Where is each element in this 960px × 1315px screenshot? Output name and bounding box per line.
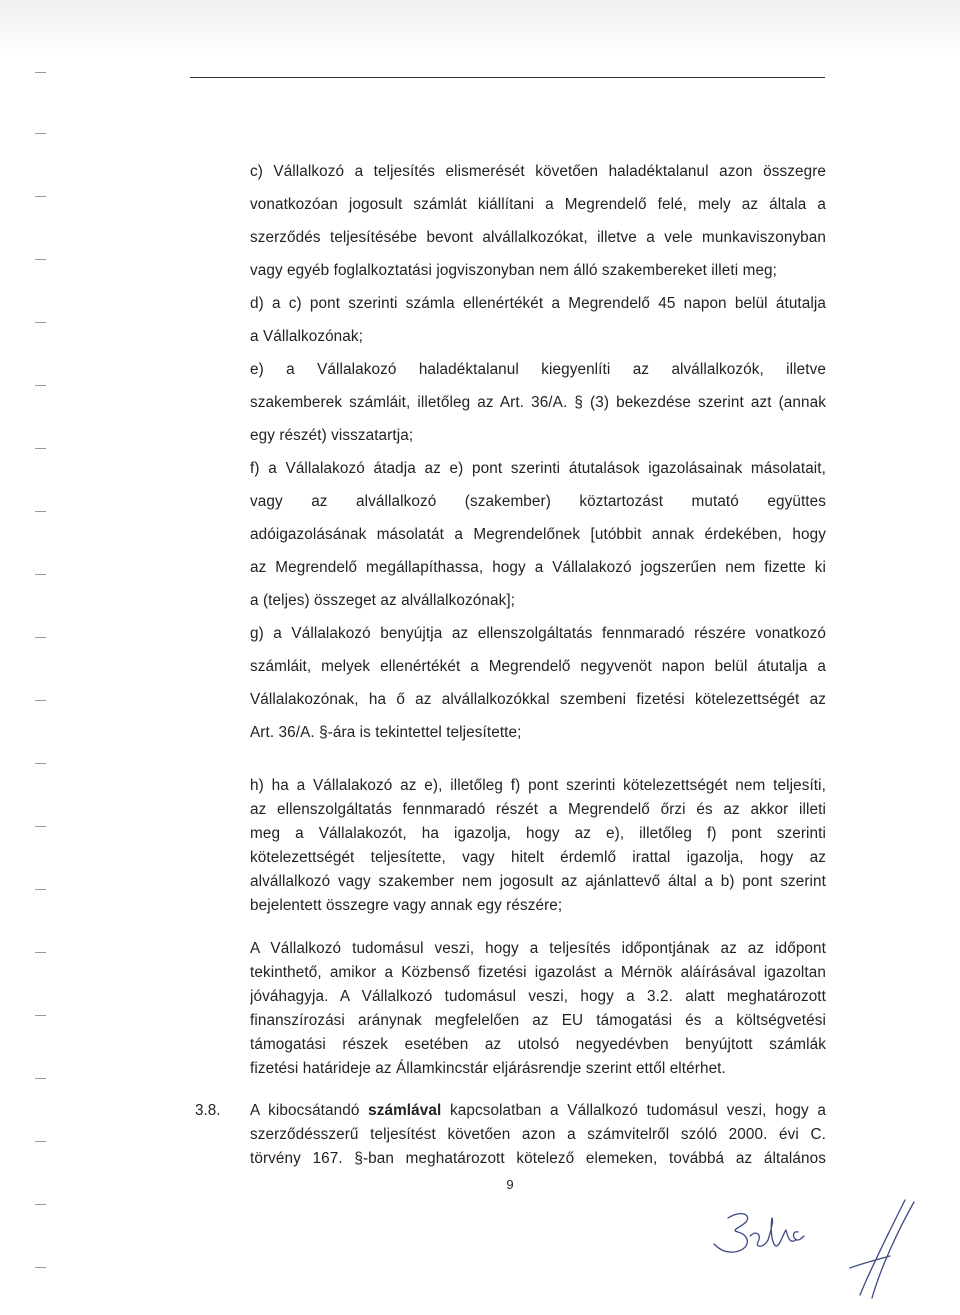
paragraph-g [250, 617, 826, 749]
text-line: Art. 36/A. §-ára is tekintettel teljesítette; [250, 724, 522, 741]
margin-tick [35, 763, 46, 764]
margin-tick [35, 637, 46, 638]
text-line: szerződésszerű teljesítést követően azon a számvitelről szóló 2000. évi C. [250, 1126, 826, 1143]
margin-tick [35, 700, 46, 701]
margin-tick [35, 511, 46, 512]
text-line: az Megrendelő megállapíthassa, hogy a Vállalakozó jogszerűen nem fizette ki [250, 559, 826, 576]
text-line: h) ha a Vállalakozó az e), illetőleg f) pont szerinti kötelezettségét nem teljesíti, [250, 777, 826, 794]
text-line: szakemberek számláit, illetőleg az Art. 36/A. § (3) bekezdése szerint azt (annak [250, 394, 826, 411]
text-line: vonatkozóan jogosult számlát kiállítani a Megrendelő felé, mely az általa a [250, 196, 826, 213]
text-line: d) a c) pont szerinti számla ellenértékét a Megrendelő 45 napon belül átutalja [250, 295, 826, 312]
margin-tick [35, 322, 46, 323]
signature-2 [850, 1200, 914, 1298]
margin-tick [35, 1015, 46, 1016]
text-line: kötelezettségét teljesítette, vagy hitelt érdemlő irattal igazolja, hogy az [250, 849, 826, 866]
header-rule [190, 77, 825, 78]
text-line: fizetési határideje az Államkincstár eljárásrendje szerint ettől eltérhet. [250, 1060, 726, 1077]
text-line: Vállalakozónak, ha ő az alvállalkozókkal szembeni fizetési kötelezettségét az [250, 691, 826, 708]
signature-1 [714, 1214, 804, 1252]
text-line: alvállalkozó vagy szakember nem jogosult az ajánlattevő által a b) pont szerint [250, 873, 826, 890]
text-line: a Vállalkozónak; [250, 328, 363, 345]
text-run: kapcsolatban a Vállalkozó tudomásul veszi, hogy a [441, 1102, 826, 1119]
text-line: meg a Vállalakozót, ha igazolja, hogy az e), illetőleg f) pont szerinti [250, 825, 826, 842]
text-line: a (teljes) összeget az alvállalkozónak]; [250, 592, 516, 609]
text-line: adóigazolásának másolatát a Megrendelőnek [utóbbit annak érdekében, hogy [250, 526, 826, 543]
paragraph-f [250, 452, 826, 617]
margin-tick [35, 1141, 46, 1142]
margin-tick [35, 826, 46, 827]
text-line: finanszírozási aránynak megfelelően az EU támogatási és a költségvetési [250, 1012, 826, 1029]
text-run: A kibocsátandó [250, 1102, 369, 1119]
margin-tick [35, 133, 46, 134]
margin-tick [35, 448, 46, 449]
signatures [700, 1190, 940, 1300]
text-line: e) a Vállalakozó haladéktalanul kiegyenlíti az alvállalkozók, illetve [250, 361, 826, 378]
margin-tick [35, 72, 46, 73]
text-line: c) Vállalkozó a teljesítés elismerését követően haladéktalanul azon összegre [250, 163, 826, 180]
section-number: 3.8. [195, 1102, 221, 1119]
text-line: támogatási részek esetében az utolsó negyedévben benyújtott számlák [250, 1036, 826, 1053]
text-line: az ellenszolgáltatás fennmaradó részét a Megrendelő őrzi és az akkor illeti [250, 801, 826, 818]
text-line: jóváhagyja. A Vállalkozó tudomásul veszi, hogy a 3.2. alatt meghatározott [250, 988, 826, 1005]
margin-tick [35, 952, 46, 953]
margin-tick [35, 889, 46, 890]
paragraph-h [250, 774, 826, 918]
margin-tick [35, 196, 46, 197]
text-line: g) a Vállalakozó benyújtja az ellenszolgáltatás fennmaradó részére vonatkozó [250, 625, 826, 642]
text-line: A Vállalkozó tudomásul veszi, hogy a teljesítés időpontjának az az időpont [250, 940, 826, 957]
margin-tick [35, 1267, 46, 1268]
text-line: szerződés teljesítésébe bevont alvállalkozókat, illetve a vele munkaviszonyban [250, 229, 826, 246]
text-line: bejelentett összegre vagy annak egy részére; [250, 897, 563, 914]
text-line: számláit, melyek ellenértékét a Megrendelő negyvenöt napon belül átutalja a [250, 658, 826, 675]
scan-shadow [0, 0, 960, 55]
paragraph-d [250, 287, 826, 353]
text-line: egy részét) visszatartja; [250, 427, 414, 444]
text-line: tekinthető, amikor a Közbenső fizetési igazolást a Mérnök aláírásával igazoltan [250, 964, 826, 981]
margin-tick [35, 385, 46, 386]
text-line: vagy egyéb foglalkoztatási jogviszonyban nem álló szakembereket illeti meg; [250, 262, 778, 279]
paragraph-e [250, 353, 826, 452]
paragraph-acceptance [250, 937, 826, 1081]
paragraph-c [250, 155, 826, 287]
margin-tick [35, 1078, 46, 1079]
bold-term: számlával [368, 1102, 442, 1119]
page-number: 9 [506, 1177, 514, 1192]
section-3-8 [250, 1099, 826, 1171]
margin-tick [35, 1204, 46, 1205]
margin-tick [35, 574, 46, 575]
text-line: vagy az alvállalkozó (szakember) köztartozást mutató együttes [250, 493, 826, 510]
text-line: f) a Vállalakozó átadja az e) pont szerinti átutalások igazolásainak másolatait, [250, 460, 826, 477]
text-line: törvény 167. §-ban meghatározott kötelező elemeken, továbbá az általános [250, 1150, 826, 1167]
text-line [250, 1099, 826, 1123]
margin-tick [35, 259, 46, 260]
